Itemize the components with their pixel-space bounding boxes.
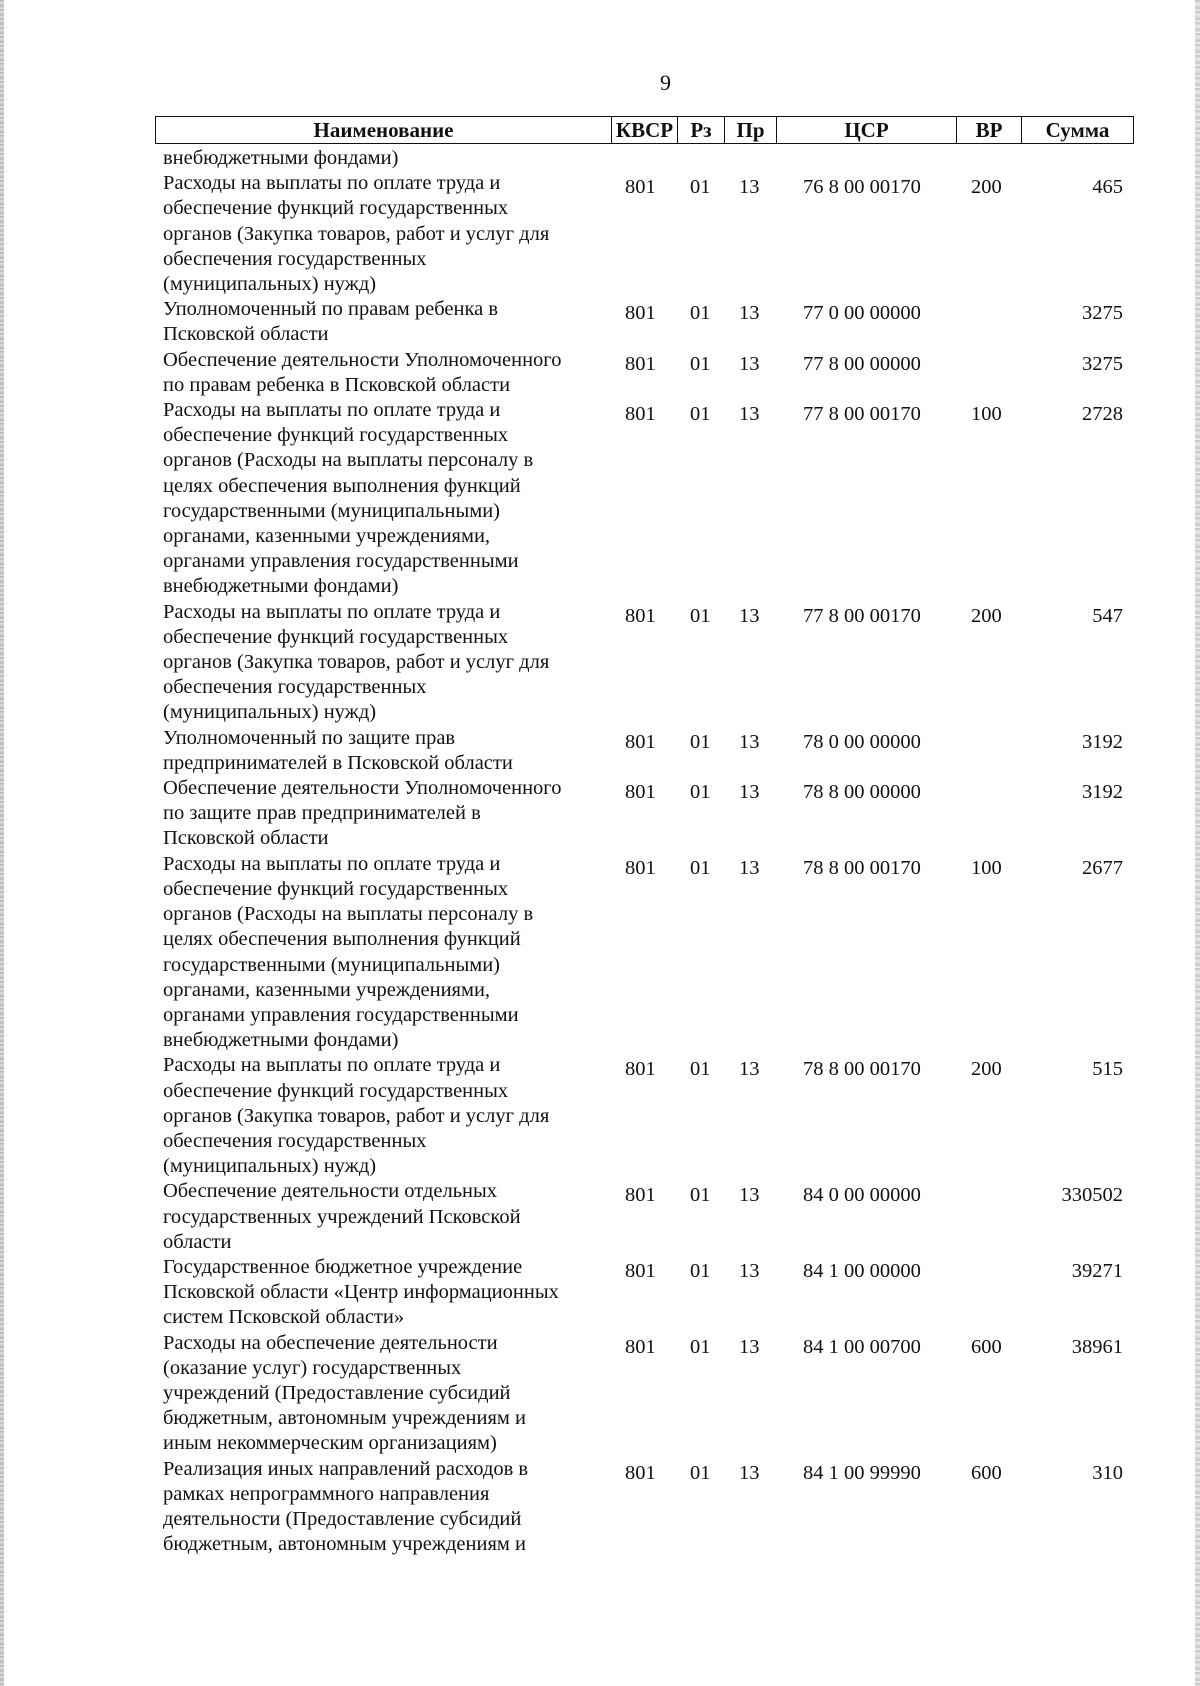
cell-sum: 330502 [1061, 1184, 1123, 1207]
cell-rz: 01 [690, 1461, 711, 1484]
cell-pr: 13 [739, 1184, 760, 1207]
table-row [163, 171, 1123, 297]
cell-kvsr: 801 [625, 730, 656, 753]
cell-rz: 01 [690, 781, 711, 804]
cell-sum: 2677 [1082, 856, 1123, 879]
cell-vr: 200 [971, 604, 1002, 627]
cell-csr: 84 1 00 00700 [803, 1335, 921, 1358]
cell-rz: 01 [690, 730, 711, 753]
cell-pr: 13 [739, 856, 760, 879]
table-row [163, 600, 1123, 726]
cell-rz: 01 [690, 1184, 711, 1207]
cell-name: Уполномоченный по защите прав предпринимателей в Псковской области [163, 726, 513, 774]
cell-pr: 13 [739, 1058, 760, 1081]
cell-name: Расходы на обеспечение деятельности (оказание услуг) государственных учреждений (Предоставление субсидий бюджетным, автономным учреждениям и иным некоммерческим организациям) [163, 1331, 526, 1455]
cell-rz: 01 [690, 176, 711, 199]
cell-sum: 547 [1092, 604, 1123, 627]
cell-pr: 13 [739, 781, 760, 804]
table-row [163, 1053, 1123, 1179]
cell-name: Расходы на выплаты по оплате труда и обеспечение функций государственных органов (Закупка товаров, работ и услуг для обеспечения государственных (муниципальных) нужд) [163, 172, 550, 296]
header-rz: Рз [677, 117, 724, 143]
cell-pr: 13 [739, 1461, 760, 1484]
cell-kvsr: 801 [625, 1335, 656, 1358]
table-row [163, 348, 1123, 398]
cell-sum: 3192 [1082, 781, 1123, 804]
cell-name: Обеспечение деятельности Уполномоченного по правам ребенка в Псковской области [163, 348, 562, 396]
cell-sum: 515 [1092, 1058, 1123, 1081]
header-sum: Сумма [1021, 117, 1134, 143]
cell-csr: 78 8 00 00170 [803, 1058, 921, 1081]
cell-pr: 13 [739, 302, 760, 325]
cell-sum: 2728 [1082, 403, 1123, 426]
cell-name: Расходы на выплаты по оплате труда и обеспечение функций государственных органов (Закупка товаров, работ и услуг для обеспечения государственных (муниципальных) нужд) [163, 1054, 550, 1178]
cell-rz: 01 [690, 604, 711, 627]
cell-sum: 3275 [1082, 352, 1123, 375]
table-body [163, 146, 1123, 1557]
table-row [163, 852, 1123, 1054]
cell-name: Обеспечение деятельности Уполномоченного по защите прав предпринимателей в Псковской области [163, 777, 562, 850]
cell-csr: 77 0 00 00000 [803, 302, 921, 325]
cell-rz: 01 [690, 1259, 711, 1282]
cell-kvsr: 801 [625, 403, 656, 426]
cell-kvsr: 801 [625, 1184, 656, 1207]
cell-pr: 13 [739, 730, 760, 753]
table-row [163, 398, 1123, 600]
cell-kvsr: 801 [625, 1259, 656, 1282]
cell-name: Государственное бюджетное учреждение Псковской области «Центр информационных систем Псковской области» [163, 1255, 559, 1329]
table-row [163, 1179, 1123, 1255]
cell-sum: 3192 [1082, 730, 1123, 753]
cell-kvsr: 801 [625, 176, 656, 199]
cell-pr: 13 [739, 1259, 760, 1282]
cell-vr: 200 [971, 1058, 1002, 1081]
table-row [163, 1331, 1123, 1457]
cell-rz: 01 [690, 1335, 711, 1358]
cell-csr: 77 8 00 00170 [803, 403, 921, 426]
cell-sum: 39271 [1071, 1259, 1123, 1282]
cell-vr: 600 [971, 1335, 1002, 1358]
cell-rz: 01 [690, 403, 711, 426]
scan-edge-right [1195, 0, 1200, 1686]
table-header [155, 116, 1134, 144]
cell-pr: 13 [739, 176, 760, 199]
cell-csr: 76 8 00 00170 [803, 176, 921, 199]
header-name: Наименование [155, 117, 611, 143]
cell-name: внебюджетными фондами) [163, 147, 399, 169]
cell-csr: 84 0 00 00000 [803, 1184, 921, 1207]
cell-kvsr: 801 [625, 302, 656, 325]
cell-rz: 01 [690, 1058, 711, 1081]
cell-vr: 100 [971, 403, 1002, 426]
cell-sum: 3275 [1082, 302, 1123, 325]
cell-kvsr: 801 [625, 352, 656, 375]
table-row [163, 1255, 1123, 1331]
scan-edge-left [0, 0, 4, 1686]
cell-sum: 38961 [1071, 1335, 1123, 1358]
cell-vr: 600 [971, 1461, 1002, 1484]
header-kvsr: КВСР [611, 117, 677, 143]
cell-name: Реализация иных направлений расходов в рамках непрограммного направления деятельности (Предоставление субсидий бюджетным, автономным учреждениям и [163, 1457, 529, 1556]
table-row [163, 146, 1123, 171]
cell-name: Расходы на выплаты по оплате труда и обеспечение функций государственных органов (Расходы на выплаты персоналу в целях обеспечения выполнения функций государственными (муниципальными) органами, казенными учреждениями, органами управления государственными внебюджетными фондами) [163, 399, 534, 598]
cell-pr: 13 [739, 604, 760, 627]
cell-name: Уполномоченный по правам ребенка в Псковской области [163, 298, 499, 346]
cell-kvsr: 801 [625, 856, 656, 879]
cell-vr: 200 [971, 176, 1002, 199]
header-pr: Пр [724, 117, 776, 143]
cell-vr: 100 [971, 856, 1002, 879]
table-row [163, 776, 1123, 852]
cell-csr: 84 1 00 99990 [803, 1461, 921, 1484]
cell-name: Расходы на выплаты по оплате труда и обеспечение функций государственных органов (Расходы на выплаты персоналу в целях обеспечения выполнения функций государственными (муниципальными) органами, казенными учреждениями, органами управления государственными внебюджетными фондами) [163, 852, 534, 1052]
cell-rz: 01 [690, 856, 711, 879]
cell-pr: 13 [739, 403, 760, 426]
cell-name: Расходы на выплаты по оплате труда и обеспечение функций государственных органов (Закупка товаров, работ и услуг для обеспечения государственных (муниципальных) нужд) [163, 600, 550, 724]
cell-csr: 78 0 00 00000 [803, 730, 921, 753]
cell-kvsr: 801 [625, 1461, 656, 1484]
cell-kvsr: 801 [625, 604, 656, 627]
cell-csr: 84 1 00 00000 [803, 1259, 921, 1282]
cell-csr: 77 8 00 00170 [803, 604, 921, 627]
table-row [163, 297, 1123, 347]
header-vr: ВР [956, 117, 1021, 143]
cell-rz: 01 [690, 352, 711, 375]
cell-kvsr: 801 [625, 1058, 656, 1081]
cell-sum: 310 [1092, 1461, 1123, 1484]
cell-csr: 77 8 00 00000 [803, 352, 921, 375]
table-row [163, 726, 1123, 776]
cell-pr: 13 [739, 1335, 760, 1358]
cell-csr: 78 8 00 00170 [803, 856, 921, 879]
cell-csr: 78 8 00 00000 [803, 781, 921, 804]
cell-rz: 01 [690, 302, 711, 325]
cell-sum: 465 [1092, 176, 1123, 199]
cell-name: Обеспечение деятельности отдельных государственных учреждений Псковской области [163, 1180, 521, 1253]
cell-kvsr: 801 [625, 781, 656, 804]
table-row [163, 1457, 1123, 1558]
page-number: 9 [660, 70, 671, 95]
header-csr: ЦСР [776, 117, 956, 143]
cell-pr: 13 [739, 352, 760, 375]
